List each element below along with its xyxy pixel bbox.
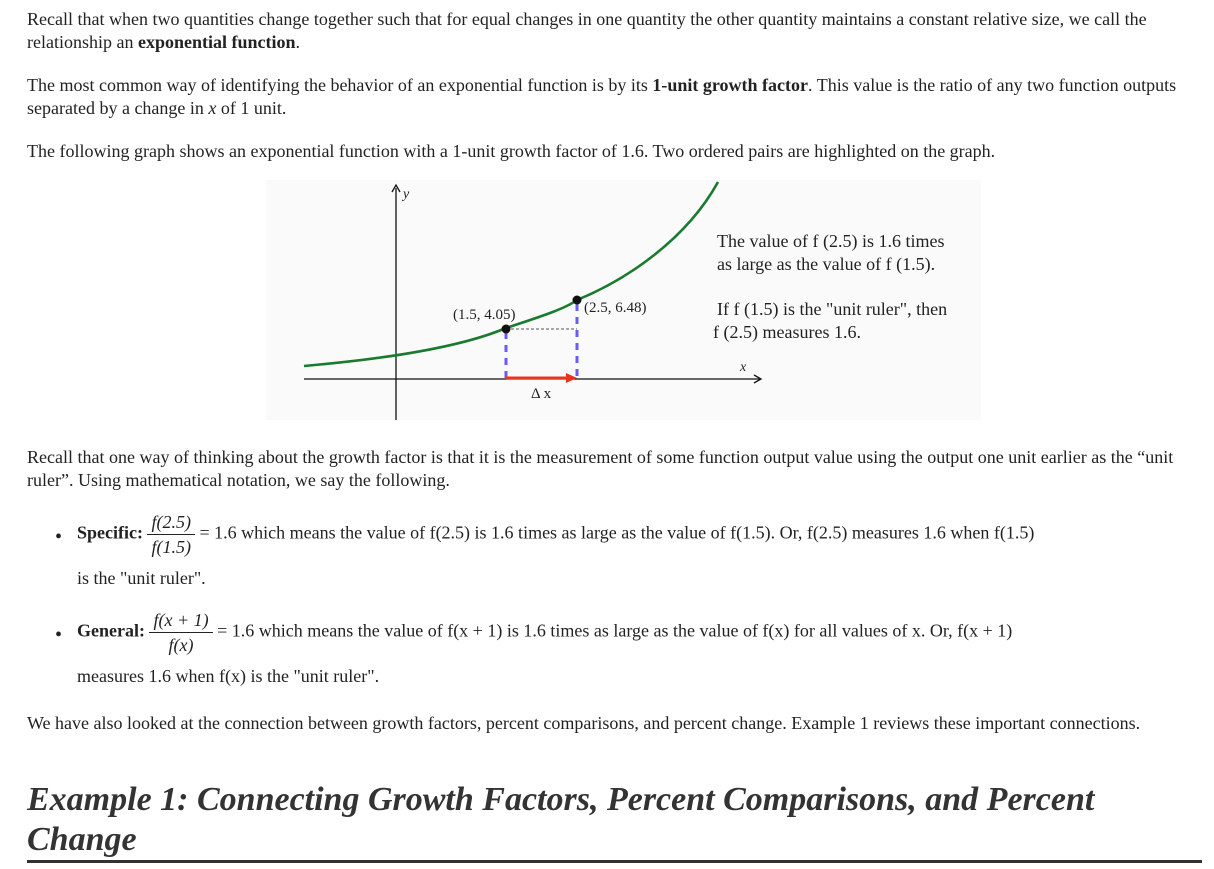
y-axis-label: y <box>403 187 410 202</box>
x-axis-label: x <box>740 360 747 375</box>
point-2-5 <box>573 296 582 305</box>
point-2-label: (2.5, 6.48) <box>584 300 647 316</box>
general-fraction <box>149 610 212 655</box>
specific-fraction <box>147 512 195 557</box>
math-x: x <box>208 98 217 118</box>
specific-line-2: is the "unit ruler". <box>77 568 206 588</box>
exponential-curve <box>304 182 718 366</box>
text-span: . <box>295 32 301 52</box>
term-exponential-function: exponential function <box>137 32 296 52</box>
term-growth-factor: 1-unit growth factor <box>652 75 809 95</box>
graph-note-2-line-1: If f (1.5) is the "unit ruler", then <box>717 299 948 319</box>
text-span: . This value is the ratio of any two function outputs separated by a change in <box>27 75 1177 118</box>
specific-text: = 1.6 which means the value of f(2.5) is 1.6 times as large as the value of f(1.5). Or, f(2.5) measures 1.6 when f(1.5) <box>194 522 1035 543</box>
general-text: = 1.6 which means the value of f(x + 1) is 1.6 times as large as the value of f(x) for all values of x. Or, f(x + 1) <box>212 620 1013 641</box>
example-heading: Example 1: Connecting Growth Factors, Percent Comparisons, and Percent Change <box>27 781 1095 858</box>
fraction-numerator: f(2.5) <box>147 512 195 535</box>
connections-paragraph: We have also looked at the connection between growth factors, percent comparisons, and percent change. Example 1 reviews these important connections. <box>27 713 1141 733</box>
graph-note-2-line-2: f (2.5) measures 1.6. <box>713 322 861 342</box>
intro-paragraph-1 <box>27 8 1197 54</box>
bullet-dot: • <box>55 624 63 646</box>
graph-note-1-line-1: The value of f (2.5) is 1.6 times <box>717 231 945 251</box>
delta-x-arrow-head <box>566 373 577 383</box>
general-label: General: <box>77 620 145 641</box>
bullet-dot: • <box>55 526 63 548</box>
heading-rule <box>27 860 1202 863</box>
general-line-2: measures 1.6 when f(x) is the "unit ruler". <box>77 666 380 686</box>
text-span: The most common way of identifying the behavior of an exponential function is by its <box>27 75 653 95</box>
text-span: Recall that when two quantities change together such that for equal changes in one quantity the other quantity maintains a constant relative size, we call the relationship an <box>27 9 1147 52</box>
specific-label: Specific: <box>77 522 143 543</box>
fraction-denominator: f(x) <box>168 635 194 655</box>
fraction-denominator: f(1.5) <box>151 537 191 557</box>
recall-paragraph: Recall that one way of thinking about the growth factor is that it is the measurement of some function output value using the output one unit earlier as the “unit ruler”. Using mathematical notation, we say the following. <box>27 447 1174 490</box>
delta-x-label: Δ x <box>531 386 552 402</box>
specific-line <box>77 512 1034 557</box>
text-span: of 1 unit. <box>216 98 287 118</box>
graph-note-1-line-2: as large as the value of f (1.5). <box>717 254 936 274</box>
intro-paragraph-2 <box>27 74 1197 120</box>
fraction-numerator: f(x + 1) <box>149 610 212 633</box>
general-line <box>77 610 1012 655</box>
point-1-label: (1.5, 4.05) <box>453 307 516 323</box>
intro-paragraph-3: The following graph shows an exponential function with a 1-unit growth factor of 1.6. Two ordered pairs are highlighted on the graph. <box>27 141 996 161</box>
exponential-graph <box>266 180 981 420</box>
